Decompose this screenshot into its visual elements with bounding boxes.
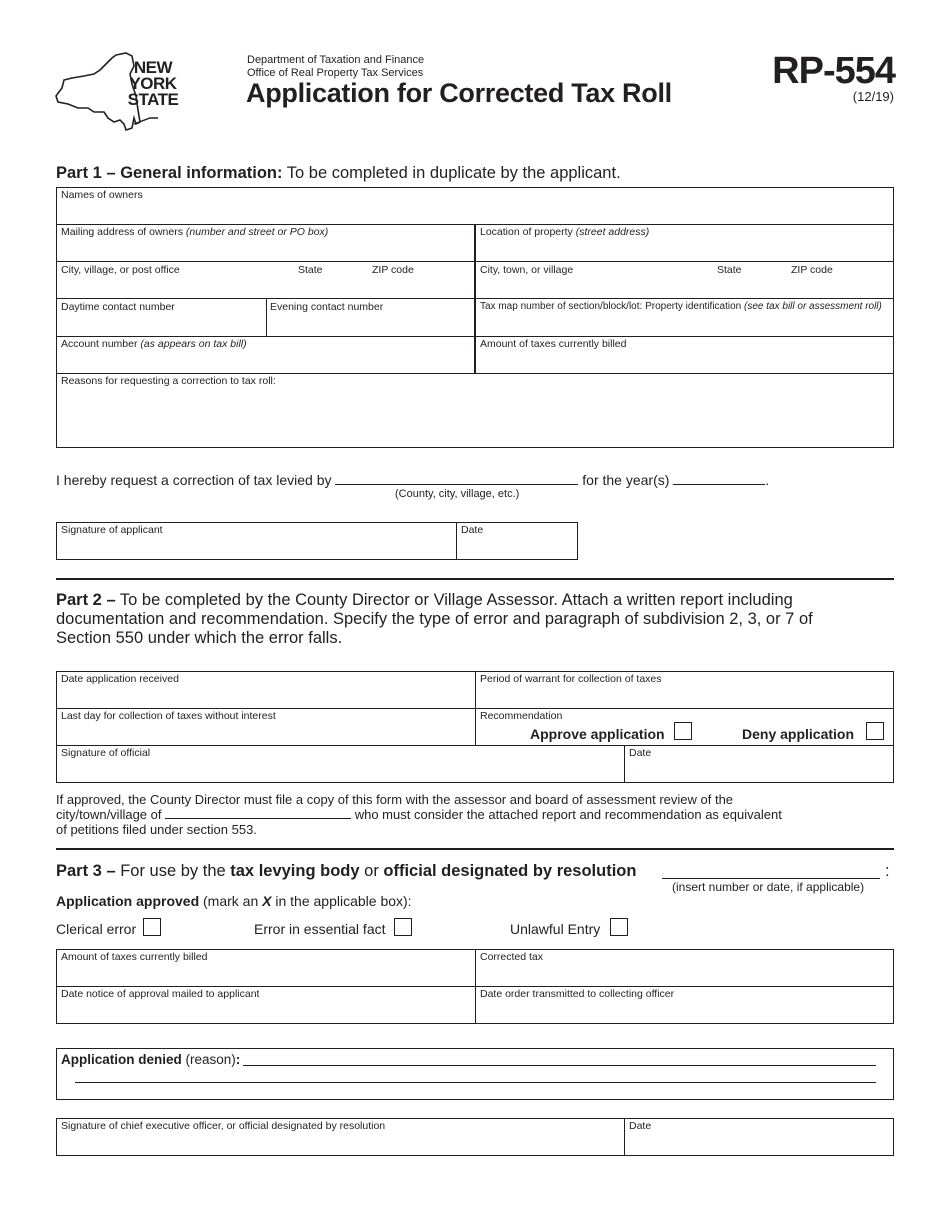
ceo-signature-field[interactable]: Signature of chief executive officer, or official designated by resolution bbox=[61, 1120, 386, 1132]
part3-amount-billed-field[interactable]: Amount of taxes currently billed bbox=[61, 951, 208, 963]
part2-heading-line2: documentation and recommendation. Specify the type of error and paragraph of subdivision 2, 3, or 7 of bbox=[56, 610, 813, 628]
logo-word-state: STATE bbox=[127, 90, 179, 109]
unlawful-entry-label: Unlawful Entry bbox=[510, 921, 601, 937]
denied-colon: : bbox=[235, 1052, 241, 1067]
mailing-address-label: Mailing address of owners bbox=[61, 226, 186, 238]
approval-note-line3: of petitions filed under section 553. bbox=[56, 822, 257, 837]
part3-heading-text-a: For use by the bbox=[115, 862, 231, 880]
part3-heading-colon: : bbox=[885, 862, 890, 880]
part3-heading-levying: tax levying body bbox=[230, 862, 360, 880]
deny-application-label: Deny application bbox=[742, 726, 855, 742]
account-number-field[interactable] bbox=[61, 338, 247, 350]
city-town-village-input[interactable] bbox=[165, 807, 351, 819]
unlawful-entry-checkbox[interactable] bbox=[610, 918, 628, 936]
resolution-caption: (insert number or date, if applicable) bbox=[672, 880, 865, 894]
form-title: Application for Corrected Tax Roll bbox=[246, 78, 672, 108]
tax-map-number-field[interactable] bbox=[480, 301, 882, 313]
mailing-state-field[interactable]: State bbox=[298, 264, 323, 276]
approved-bold: Application approved bbox=[56, 893, 200, 909]
account-number-note: (as appears on tax bill) bbox=[140, 338, 247, 350]
account-number-label: Account number bbox=[61, 338, 141, 350]
applicant-date-field[interactable]: Date bbox=[461, 524, 484, 536]
section-divider bbox=[56, 578, 894, 580]
request-text-c: . bbox=[765, 472, 770, 488]
years-input[interactable] bbox=[673, 471, 765, 485]
denied-text: (reason) bbox=[181, 1052, 236, 1067]
levied-by-input[interactable] bbox=[335, 471, 578, 485]
amount-billed-field[interactable]: Amount of taxes currently billed bbox=[480, 338, 627, 350]
property-zip-field[interactable]: ZIP code bbox=[791, 264, 833, 276]
form-revision-date: (12/19) bbox=[852, 89, 894, 104]
essential-fact-checkbox[interactable] bbox=[394, 918, 412, 936]
denied-reason-input-line1[interactable] bbox=[243, 1065, 876, 1066]
essential-fact-label: Error in essential fact bbox=[254, 921, 386, 937]
resolution-input[interactable] bbox=[662, 878, 880, 879]
application-denied-label bbox=[61, 1052, 240, 1067]
mailing-address-note: (number and street or PO box) bbox=[185, 226, 329, 238]
department-name: Department of Taxation and Finance bbox=[247, 54, 425, 66]
approved-text-b: in the applicable box): bbox=[271, 893, 412, 909]
denied-reason-input-line2[interactable] bbox=[75, 1082, 876, 1083]
levied-by-caption: (County, city, village, etc.) bbox=[395, 488, 520, 500]
approved-x: X bbox=[262, 893, 272, 909]
part3-heading-text-c: or bbox=[359, 862, 384, 880]
last-day-field[interactable]: Last day for collection of taxes without interest bbox=[61, 710, 276, 722]
evening-contact-field[interactable]: Evening contact number bbox=[270, 301, 384, 313]
location-label: Location of property bbox=[480, 226, 576, 238]
date-order-field[interactable]: Date order transmitted to collecting officer bbox=[480, 988, 675, 1000]
date-received-field[interactable]: Date application received bbox=[61, 673, 179, 685]
city-village-po-field[interactable]: City, village, or post office bbox=[61, 264, 180, 276]
part1-heading bbox=[56, 164, 621, 183]
part2-heading bbox=[56, 591, 813, 648]
section-divider bbox=[56, 848, 894, 850]
part2-heading-bold: Part 2 – bbox=[56, 591, 116, 609]
date-notice-field[interactable]: Date notice of approval mailed to applicant bbox=[61, 988, 260, 1000]
recommendation-label: Recommendation bbox=[480, 710, 563, 722]
part3-heading-bold: Part 3 – bbox=[56, 862, 116, 880]
part1-heading-text: To be completed in duplicate by the applicant. bbox=[282, 164, 621, 182]
form-number: RP-554 bbox=[772, 50, 895, 92]
tax-map-label: Tax map number of section/block/lot: Property identification bbox=[480, 301, 745, 312]
part2-heading-line1: To be completed by the County Director or Village Assessor. Attach a written report including bbox=[115, 591, 793, 609]
approval-note-line2b: who must consider the attached report and recommendation as equivalent bbox=[351, 807, 782, 822]
part3-heading-official: official designated by resolution bbox=[383, 862, 637, 880]
mailing-zip-field[interactable]: ZIP code bbox=[372, 264, 414, 276]
approved-text-a: (mark an bbox=[199, 893, 263, 909]
clerical-error-checkbox[interactable] bbox=[143, 918, 161, 936]
reasons-field[interactable]: Reasons for requesting a correction to tax roll: bbox=[61, 375, 276, 387]
daytime-contact-field[interactable]: Daytime contact number bbox=[61, 301, 175, 313]
part1-heading-bold: Part 1 – General information: bbox=[56, 164, 283, 182]
location-note: (street address) bbox=[575, 226, 650, 238]
logo-word-york: YORK bbox=[129, 74, 177, 93]
city-town-village-field[interactable]: City, town, or village bbox=[480, 264, 574, 276]
approve-application-checkbox[interactable] bbox=[674, 722, 692, 740]
approve-application-label: Approve application bbox=[530, 726, 665, 742]
clerical-error-label: Clerical error bbox=[56, 921, 137, 937]
part2-heading-line3: Section 550 under which the error falls. bbox=[56, 629, 343, 647]
logo-wordmark bbox=[122, 60, 184, 108]
approval-note-line1: If approved, the County Director must file a copy of this form with the assessor and board of assessment review of the bbox=[56, 792, 734, 807]
mailing-address-field[interactable] bbox=[61, 226, 328, 238]
request-text-a: I hereby request a correction of tax levied by bbox=[56, 472, 336, 488]
request-statement bbox=[56, 471, 769, 488]
part3-heading bbox=[56, 862, 636, 881]
official-signature-field[interactable]: Signature of official bbox=[61, 747, 151, 759]
names-of-owners-field[interactable]: Names of owners bbox=[61, 189, 143, 201]
approval-note bbox=[56, 792, 782, 837]
request-text-b: for the year(s) bbox=[578, 472, 674, 488]
applicant-signature-field[interactable]: Signature of applicant bbox=[61, 524, 163, 536]
ceo-date-field[interactable]: Date bbox=[629, 1120, 652, 1132]
property-state-field[interactable]: State bbox=[717, 264, 742, 276]
approval-note-line2a: city/town/village of bbox=[56, 807, 166, 822]
period-warrant-field[interactable]: Period of warrant for collection of taxes bbox=[480, 673, 662, 685]
application-approved-line bbox=[56, 893, 412, 909]
location-field[interactable] bbox=[480, 226, 649, 238]
office-name: Office of Real Property Tax Services bbox=[247, 67, 424, 79]
corrected-tax-field[interactable]: Corrected tax bbox=[480, 951, 544, 963]
tax-map-note: (see tax bill or assessment roll) bbox=[744, 301, 882, 312]
deny-application-checkbox[interactable] bbox=[866, 722, 884, 740]
official-date-field[interactable]: Date bbox=[629, 747, 652, 759]
logo-word-new: NEW bbox=[133, 58, 173, 77]
denied-bold: Application denied bbox=[61, 1052, 182, 1067]
